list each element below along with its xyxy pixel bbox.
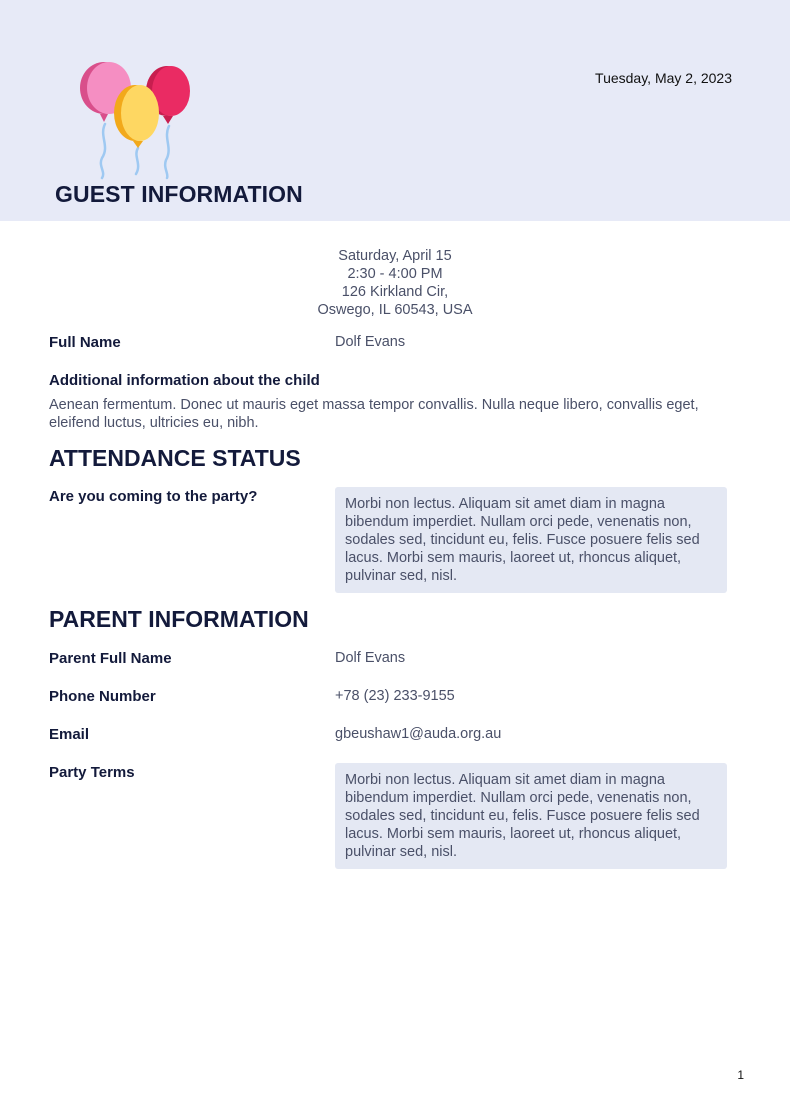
event-time: 2:30 - 4:00 PM xyxy=(347,266,443,282)
page-number: 1 xyxy=(737,1068,744,1082)
additional-info-label: Additional information about the child xyxy=(49,372,320,389)
full-name-label: Full Name xyxy=(49,334,121,351)
full-name-value: Dolf Evans xyxy=(335,334,406,350)
phone-label: Phone Number xyxy=(49,688,156,705)
attendance-status-title: ATTENDANCE STATUS xyxy=(49,445,301,471)
header-banner xyxy=(0,0,790,221)
email-value: gbeushaw1@auda.org.au xyxy=(335,726,502,742)
attendance-question-label: Are you coming to the party? xyxy=(49,488,258,505)
party-terms-box: Morbi non lectus. Aliquam sit amet diam in magna bibendum imperdiet. Nullam orci pede, venenatis non, sodales sed, tincidunt eu, felis. Fusce posuere felis sed lacus. Morbi sem mauris, laoreet ut, rhoncus aliquet, pulvinar sed, nisl. xyxy=(335,763,727,869)
header-date: Tuesday, May 2, 2023 xyxy=(595,70,732,86)
event-address-line2: Oswego, IL 60543, USA xyxy=(317,302,473,318)
event-address-line1: 126 Kirkland Cir, xyxy=(341,284,449,300)
attendance-answer-box: Morbi non lectus. Aliquam sit amet diam in magna bibendum imperdiet. Nullam orci pede, venenatis non, sodales sed, tincidunt eu, felis. Fusce posuere felis sed lacus. Morbi sem mauris, laoreet ut, rhoncus aliquet, pulvinar sed, nisl. xyxy=(335,487,727,593)
parent-information-title: PARENT INFORMATION xyxy=(49,606,309,632)
parent-name-label: Parent Full Name xyxy=(49,650,172,667)
party-terms-label: Party Terms xyxy=(49,764,135,781)
email-label: Email xyxy=(49,726,90,743)
page-title: GUEST INFORMATION xyxy=(55,181,303,207)
event-date: Saturday, April 15 xyxy=(338,248,452,264)
event-details xyxy=(0,247,790,319)
additional-info-text: Aenean fermentum. Donec ut mauris eget massa tempor convallis. Nulla neque libero, convallis eget, eleifend luctus, ultricies eu, nibh. xyxy=(49,397,699,431)
phone-value: +78 (23) 233-9155 xyxy=(335,688,455,704)
balloons-icon xyxy=(72,56,202,180)
parent-name-value: Dolf Evans xyxy=(335,650,406,666)
